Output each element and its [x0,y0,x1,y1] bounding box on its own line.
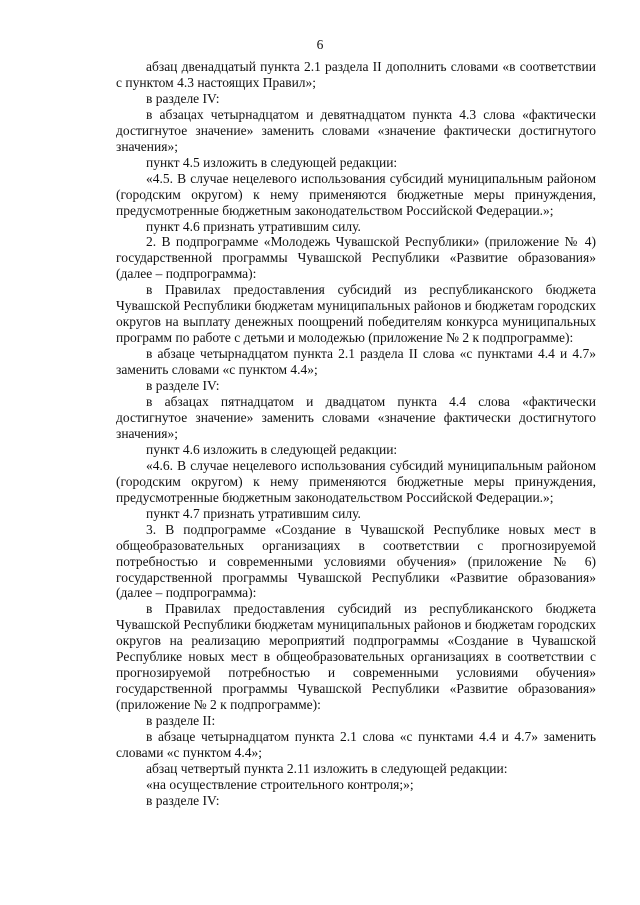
paragraph: абзац четвертый пункта 2.11 изложить в следующей редакции: [146,760,508,776]
paragraph: пункт 4.7 признать утратившим силу. [146,505,361,521]
paragraph: в разделе IV: [146,378,220,394]
paragraph: «4.5. В случае нецелевого использования субсидий муниципальным районом (городским округом) к нему применяются бюджетные меры принуждения, предусмотренные бюджетным законодательством Российской Федерации.»; [116,170,596,218]
paragraph: 3. В подпрограмме «Создание в Чувашской Республике новых мест в общеобразовательных организациях в соответствии с прогнозируемой потребностью и современными условиями обучения» (приложение № 6) государственной программы Чувашской Республики «Развитие образования» (далее – подпрограмма): [116,521,596,601]
paragraph: «на осуществление строительного контроля;»; [146,776,414,792]
paragraph: пункт 4.5 изложить в следующей редакции: [146,154,398,170]
paragraph: абзац двенадцатый пункта 2.1 раздела II дополнить словами «в соответствии с пунктом 4.3 настоящих Правил»; [116,59,596,90]
page-number: 6 [316,37,324,52]
paragraph: «4.6. В случае нецелевого использования субсидий муниципальным районом (городским округом) к нему применяются бюджетные меры принуждения, предусмотренные бюджетным законодательством Российской Федерации.»; [116,457,596,505]
paragraph: в разделе IV: [146,792,220,808]
paragraph: 2. В подпрограмме «Молодежь Чувашской Республики» (приложение № 4) государственной программы Чувашской Республики «Развитие образования» (далее – подпрограмма): [116,234,596,282]
paragraph: в абзацах пятнадцатом и двадцатом пункта 4.4 слова «фактически достигнутое значение» заменить словами «значение фактически достигнутого значения»; [116,394,596,441]
paragraph: в абзаце четырнадцатом пункта 2.1 раздела II слова «с пунктами 4.4 и 4.7» заменить словами «с пунктом 4.4»; [116,346,596,378]
paragraph: пункт 4.6 изложить в следующей редакции: [146,441,398,457]
paragraph: в разделе IV: [146,90,220,106]
paragraph: в Правилах предоставления субсидий из республиканского бюджета Чувашской Республики бюджетам муниципальных районов и бюджетам городских округов на реализацию мероприятий подпрограммы «Создание в Чувашской Республике новых мест в общеобразовательных организациях в соответствии с прогнозируемой потребностью и современными условиями обучения» государственной программы Чувашской Республики «Развитие образования» (приложение № 2 к подпрограмме): [116,601,596,713]
paragraph: в разделе II: [146,713,216,729]
document-body [116,59,596,809]
paragraph: в абзацах четырнадцатом и девятнадцатом пункта 4.3 слова «фактически достигнутое значение» заменить словами «значение фактически достигнутого значения»; [116,106,596,154]
paragraph: в Правилах предоставления субсидий из республиканского бюджета Чувашской Республики бюджетам муниципальных районов и бюджетам городских округов на выплату денежных поощрений победителям конкурса муниципальных программ по работе с детьми и молодежью (приложение № 2 к подпрограмме): [116,282,596,346]
paragraph: в абзаце четырнадцатом пункта 2.1 слова «с пунктами 4.4 и 4.7» заменить словами «с пунктом 4.4»; [116,729,596,760]
paragraph: пункт 4.6 признать утратившим силу. [146,218,361,234]
